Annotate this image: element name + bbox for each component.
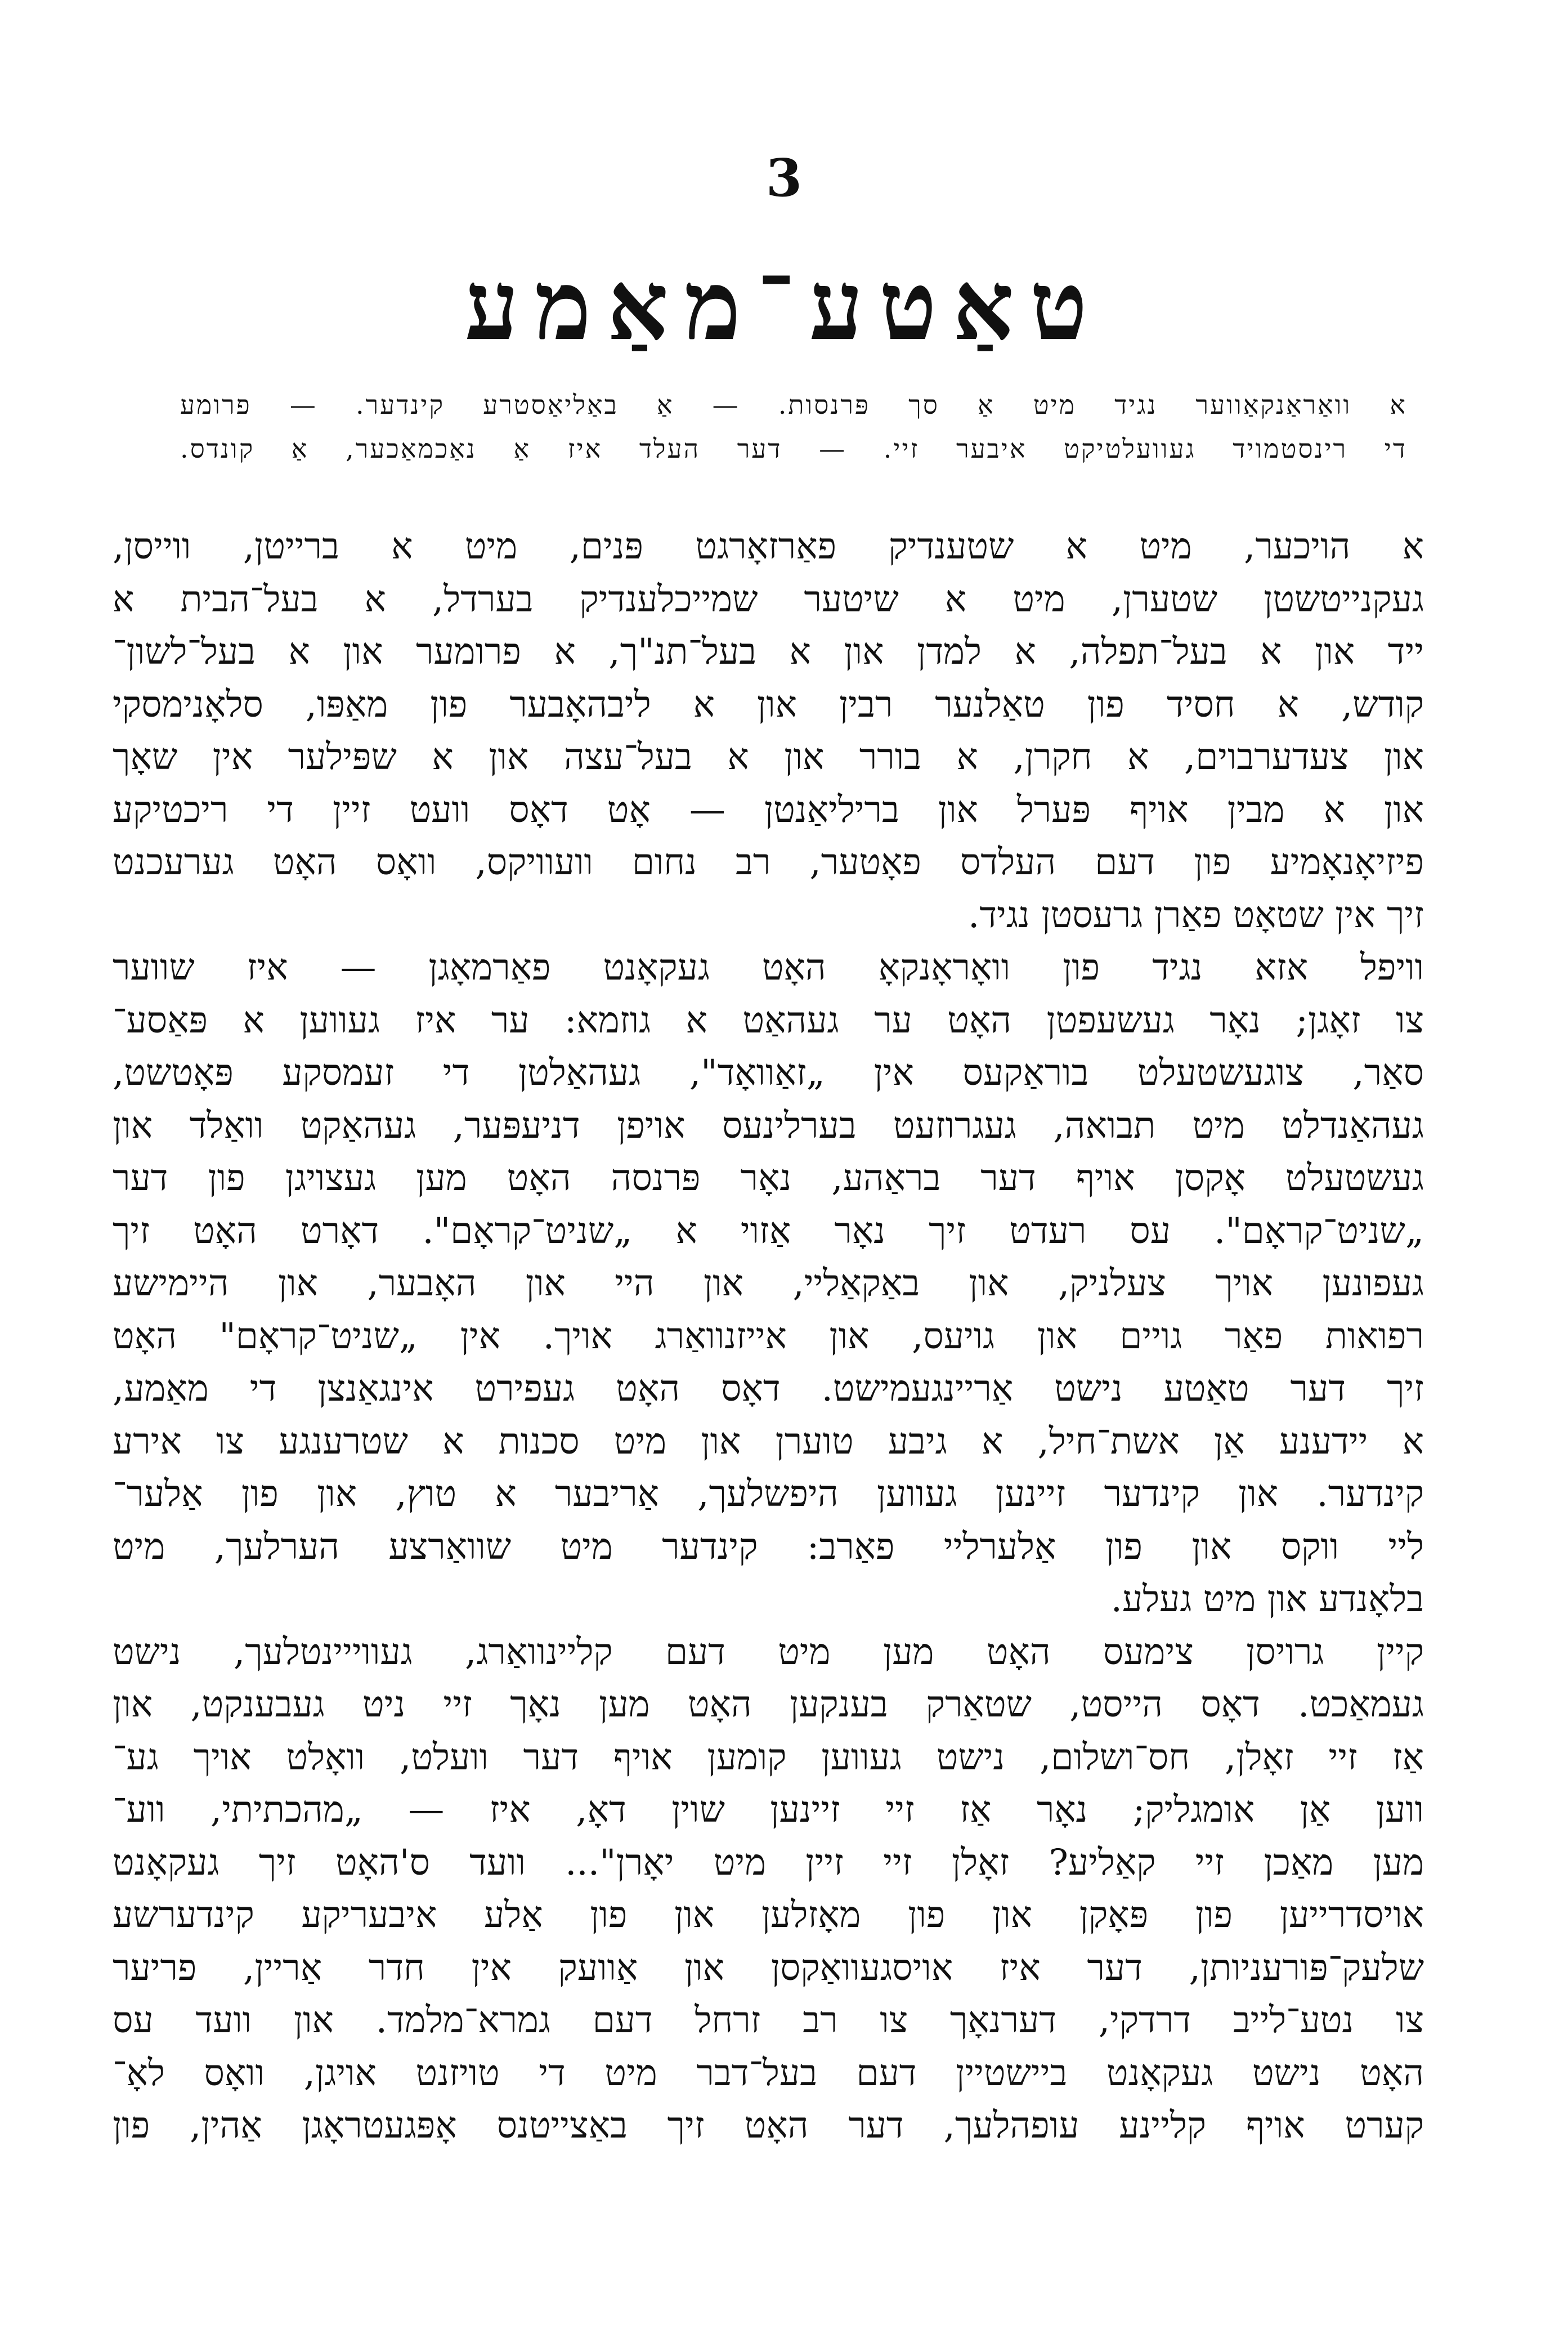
text-line: מען מאַכן זיי קאַליע? זאָלן זיי זיין מיט יאָרן"... וועד ס'האָט זיך געקאָנט <box>113 1841 1424 1884</box>
text-line: קינדער. און קינדער זיינען געווען היפשלעך, אַריבער א טוץ, און פון אַלער־ <box>113 1473 1424 1515</box>
text-line: קערט אויף קליינע עופהלעך, דער האָט זיך באַצייטנס אָפּגעטראָגן אַהין, פון <box>113 2105 1424 2147</box>
text-line: קודש, א חסיד פון טאַלנער רבין און א ליבהאָבער פון מאַפּו, סלאָנימסקי <box>113 683 1424 726</box>
summary-line: א וואַראַנקאַווער נגיד מיט אַ סך פּרנסות. — אַ באַליאַסטרע קינדער. — פרומע <box>180 390 1407 420</box>
text-line: שלעק־פּורעניותן, דער איז אויסגעוואַקסן און אַוועק אין חדר אַריין, פריער <box>113 1947 1424 1989</box>
text-line: „שניט־קראָם". עס רעדט זיך נאָר אַזוי א „שניט־קראָם". דאָרט האָט זיך <box>113 1210 1424 1252</box>
text-line: געשטעלט אָקסן אויף דער בראַהע, נאָר פּרנסה האָט מען געצויגן פון דער <box>113 1157 1424 1199</box>
chapter-title: טאַטע־מאַמע <box>464 249 1104 362</box>
text-line: צו זאָגן; נאָר געשעפטן האָט ער געהאַט א גוזמא: ער איז געווען א פּאַסע־ <box>113 999 1424 1041</box>
page-number: 3 <box>765 147 802 208</box>
text-line: געמאַכט. דאָס הייסט, שטאַרק בענקען האָט מען נאָך זיי ניט געבענקט, און <box>113 1684 1424 1725</box>
text-line: זיך אין שטאָט פאַרן גרעסטן נגיד. <box>968 894 1424 936</box>
text-line: ליי ווקס און פון אַלערליי פאַרב: קינדער מיט שוואַרצע הערלעך, מיט <box>113 1526 1424 1568</box>
text-line: אַז זיי זאָלן, חס־ושלום, נישט געווען קומען אויף דער וועלט, וואָלט אויך גע־ <box>113 1736 1424 1778</box>
text-line: א הויכער, מיט א שטענדיק פאַרזאָרגט פּנים, מיט א ברייטן, ווייסן, <box>113 526 1424 567</box>
text-line: צו נטע־לייב דרדקי, דערנאָך צו רב זרחל דעם גמרא־מלמד. און וועד עס <box>113 2000 1424 2041</box>
text-line: סאַר, צוגעשטעלט בוראַקעס אין „זאַוואָד", געהאַלטן די זעמסקע פּאָטשט, <box>113 1052 1424 1094</box>
text-line: און צעדערבוים, א חקרן, א בורר און א בעל־עצה און א שפּילער אין שאָך <box>113 736 1424 778</box>
text-line: געהאַנדלט מיט תבואה, געגרוזעט בערלינעס אויפן דניעפּער, געהאַקט וואַלד און <box>113 1105 1424 1147</box>
summary-line: די רינסטמויד געוועלטיקט איבער זיי. — דער העלד איז אַ נאַכמאַכער, אַ קונדס. <box>180 433 1407 464</box>
text-line: פיזיאָנאָמיע פון דעם העלדס פאָטער, רב נחום וועוויקס, וואָס האָט גערעכנט <box>113 842 1424 883</box>
body-text <box>113 521 1424 2153</box>
text-line: געקנייטשטן שטערן, מיט א שיטער שמייכלענדיק בערדל, א בעל־הבית א <box>113 578 1424 620</box>
text-line: ווען אַן אומגליק; נאָר אַז זיי זיינען שוין דאָ, איז — „מהכתיתי, ווע־ <box>113 1789 1424 1831</box>
text-line: אויסדרייען פון פּאָקן און פון מאָזלען און פון אַלע איבעריקע קינדערשע <box>113 1894 1424 1936</box>
chapter-summary <box>180 383 1407 471</box>
text-line: וויפל אזא נגיד פון וואָראָנקאָ האָט געקאָנט פאַרמאָגן — איז שווער <box>113 947 1424 989</box>
text-line: רפואות פאַר גויים און גויעס, און אייזנוואַרג אויך. אין „שניט־קראָם" האָט <box>113 1315 1424 1357</box>
text-line: קיין גרויסן צימעס האָט מען מיט דעם קליינוואַרג, געווייינטלעך, נישט <box>113 1631 1424 1673</box>
text-line: בלאָנדע און מיט געלע. <box>1110 1579 1424 1620</box>
text-line: ייד און א בעל־תפלה, א למדן און א בעל־תנ"ך, א פרומער און א בעל־לשון־ <box>113 631 1424 673</box>
text-line: האָט נישט געקאָנט ביישטיין דעם בעל־דבר מיט די טויזנט אויגן, וואָס לאָ־ <box>113 2052 1424 2094</box>
text-line: געפונען אויך צעלניק, און באַקאַליי, און היי און האָבער, און היימישע <box>113 1263 1424 1304</box>
text-line: א יידענע אַן אשת־חיל, א גיבע טוערן און מיט סכנות א שטרענגע צו אירע <box>113 1420 1424 1463</box>
text-line: און א מבין אויף פּערל און בריליאַנטן — אָט דאָס וועט זיין די ריכטיקע <box>113 789 1424 831</box>
text-line: זיך דער טאַטע נישט אַריינגעמישט. דאָס האָט געפירט אינגאַנצן די מאַמע, <box>113 1368 1424 1410</box>
